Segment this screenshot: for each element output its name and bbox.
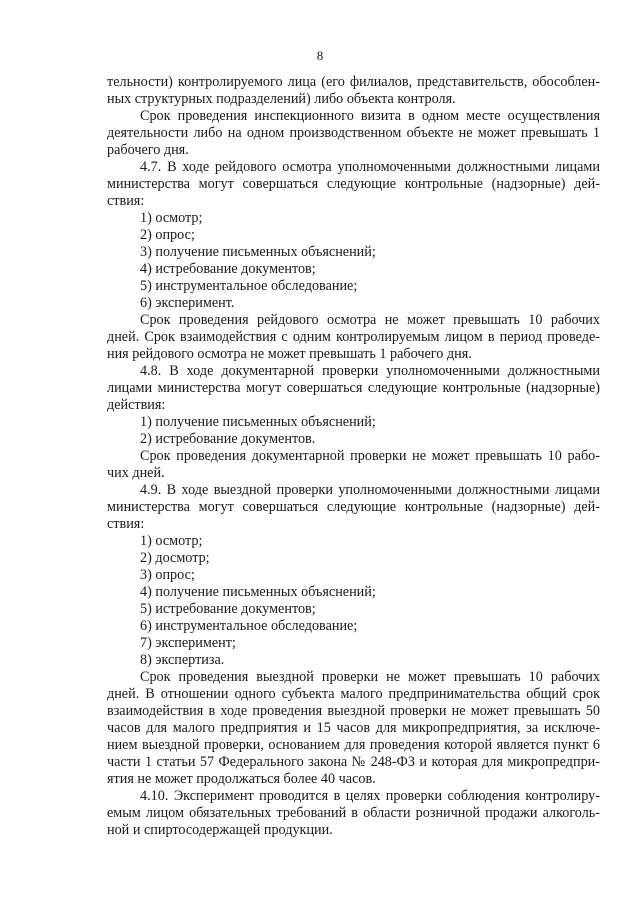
text-line: ствия: xyxy=(107,193,145,209)
text-line: 6) инструментальное обследование; xyxy=(140,618,358,634)
text-line: чих дней. xyxy=(107,465,165,481)
text-line: 3) опрос; xyxy=(140,567,195,583)
text-line: 1) осмотр; xyxy=(140,533,203,549)
text-line: 4.8. В ходе документарной проверки уполномоченными должностными xyxy=(140,363,600,379)
text-line: ных структурных подразделений) либо объекта контроля. xyxy=(107,91,456,107)
text-line: 7) эксперимент; xyxy=(140,635,236,651)
text-line: деятельности либо на одном производственном объекте не может превышать 1 xyxy=(107,125,600,141)
text-line: ния рейдового осмотра не может превышать 1 рабочего дня. xyxy=(107,346,472,362)
document-body xyxy=(107,74,600,839)
text-line: министерства могут совершаться следующие контрольные (надзорные) дей- xyxy=(107,176,600,192)
text-line: 5) инструментальное обследование; xyxy=(140,278,358,294)
text-line: министерства могут совершаться следующие контрольные (надзорные) дей- xyxy=(107,499,600,515)
text-line: 1) получение письменных объяснений; xyxy=(140,414,376,430)
text-line: 4) истребование документов; xyxy=(140,261,316,277)
text-line: 1) осмотр; xyxy=(140,210,203,226)
text-line: дней. В отношении одного субъекта малого предпринимательства общий срок xyxy=(107,686,600,702)
text-line: нием выездной проверки, основанием для проведения которой является пункт 6 xyxy=(107,737,600,753)
page-number: 8 xyxy=(316,48,324,63)
text-line: ятия не может продолжаться более 40 часов. xyxy=(107,771,376,787)
text-line: 4.9. В ходе выездной проверки уполномоченными должностными лицами xyxy=(140,482,600,498)
text-line: Срок проведения документарной проверки не может превышать 10 рабо- xyxy=(140,448,600,464)
text-line: части 1 статьи 57 Федерального закона № 248-ФЗ и которая для микропредпри- xyxy=(107,754,600,770)
text-line: 4.7. В ходе рейдового осмотра уполномоченными должностными лицами xyxy=(140,159,600,175)
text-line: 6) эксперимент. xyxy=(140,295,235,311)
text-line: 2) опрос; xyxy=(140,227,195,243)
text-line: Срок проведения выездной проверки не может превышать 10 рабочих xyxy=(140,669,600,685)
text-line: дней. Срок взаимодействия с одним контролируемым лицом в период проведе- xyxy=(107,329,600,345)
text-line: емым лицом обязательных требований в области розничной продажи алкоголь- xyxy=(107,805,600,821)
text-line: 4.10. Эксперимент проводится в целях проверки соблюдения контролиру- xyxy=(140,788,600,804)
text-line: 5) истребование документов; xyxy=(140,601,316,617)
text-line: Срок проведения инспекционного визита в одном месте осуществления xyxy=(140,108,600,124)
text-line: часов для малого предприятия и 15 часов для микропредприятия, за исключе- xyxy=(107,720,600,736)
text-line: 2) досмотр; xyxy=(140,550,210,566)
text-line: ной и спиртосодержащей продукции. xyxy=(107,822,333,838)
text-line: 2) истребование документов. xyxy=(140,431,316,447)
text-line: 4) получение письменных объяснений; xyxy=(140,584,376,600)
text-line: 3) получение письменных объяснений; xyxy=(140,244,376,260)
text-line: взаимодействия в ходе проведения выездной проверки не может превышать 50 xyxy=(107,703,600,719)
text-line: действия: xyxy=(107,397,166,413)
text-line: тельности) контролируемого лица (его филиалов, представительств, обособлен- xyxy=(107,74,600,90)
text-line: Срок проведения рейдового осмотра не может превышать 10 рабочих xyxy=(140,312,600,328)
text-line: 8) экспертиза. xyxy=(140,652,225,668)
text-line: ствия: xyxy=(107,516,145,532)
text-line: лицами министерства могут совершаться следующие контрольные (надзорные) xyxy=(107,380,600,396)
text-line: рабочего дня. xyxy=(107,142,189,158)
